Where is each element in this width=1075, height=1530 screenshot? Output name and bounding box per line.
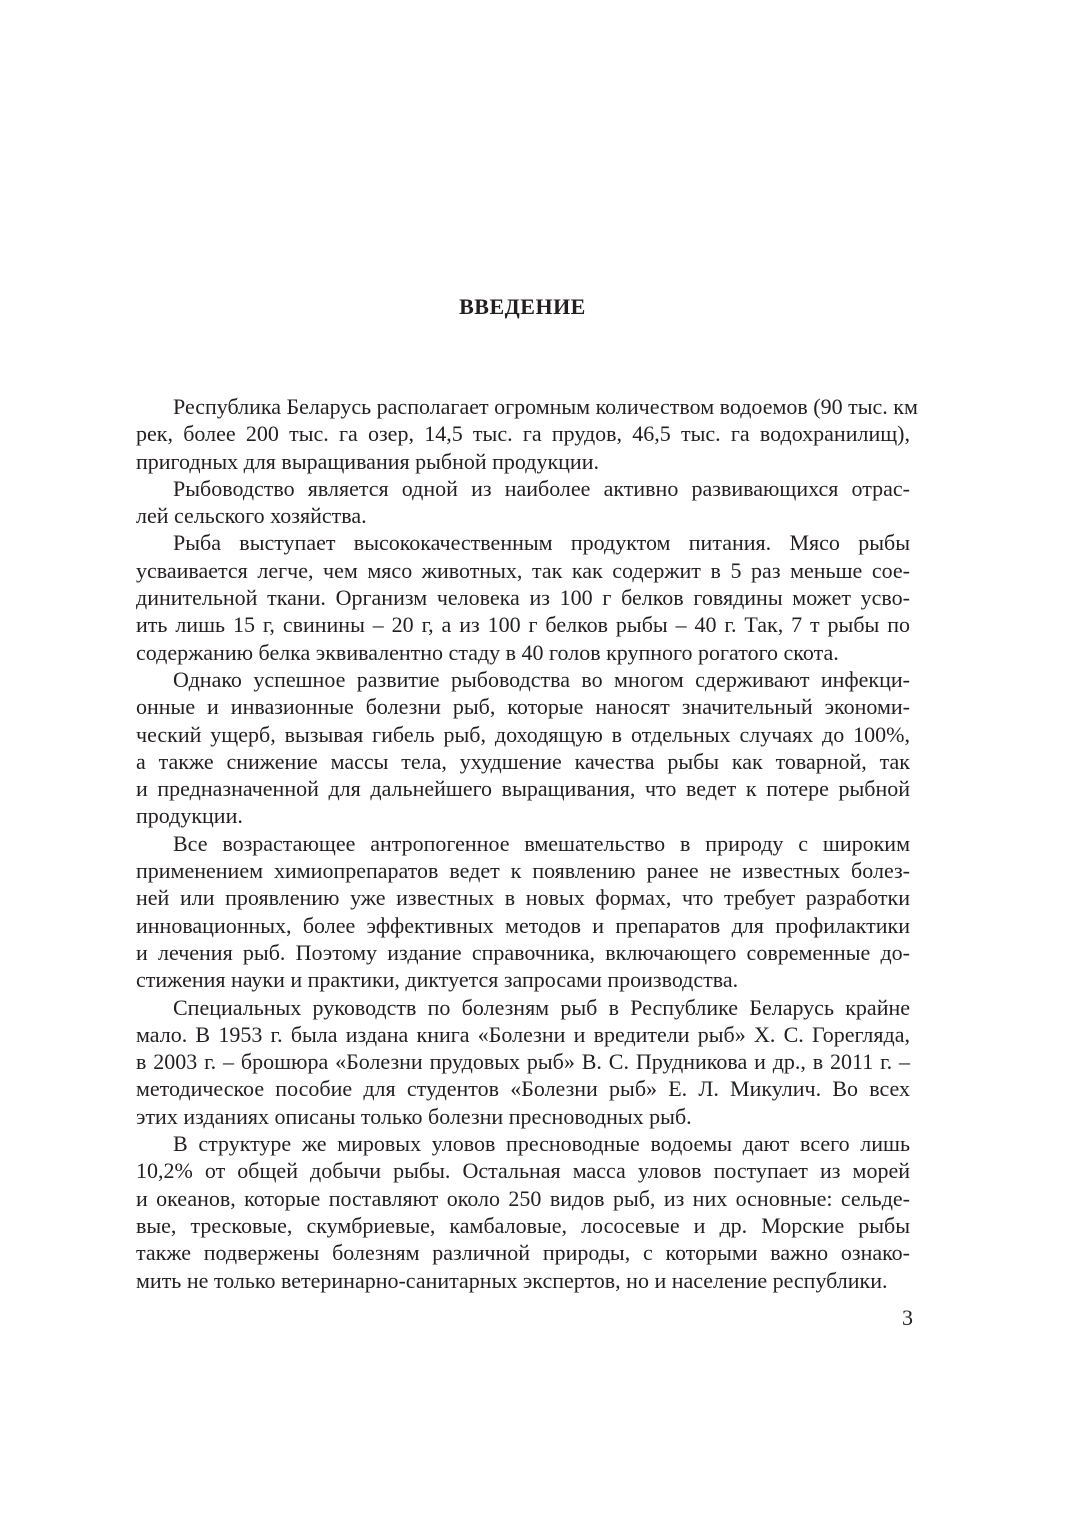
text-line: в 2003 г. – брошюра «Болезни прудовых рыб» В. С. Прудникова и др., в 2011 г. – bbox=[136, 1049, 910, 1075]
text-line: 10,2% от общей добычи рыбы. Остальная масса уловов поступает из морей bbox=[136, 1158, 910, 1184]
paragraph bbox=[136, 393, 918, 475]
paragraph bbox=[136, 830, 910, 994]
paragraph bbox=[136, 666, 910, 830]
text-line: мало. В 1953 г. была издана книга «Болезни и вредители рыб» Х. С. Горегляда, bbox=[136, 1021, 910, 1047]
text-line: а также снижение массы тела, ухудшение качества рыбы как товарной, так bbox=[136, 748, 910, 774]
page-title: ВВЕДЕНИЕ bbox=[459, 294, 586, 319]
text-line: динительной ткани. Организм человека из 100 г белков говядины может усво- bbox=[136, 585, 910, 611]
text-line: продукции. bbox=[136, 803, 243, 829]
body-text bbox=[136, 393, 918, 1294]
text-line: рек, более 200 тыс. га озер, 14,5 тыс. га прудов, 46,5 тыс. га водохранилищ), bbox=[136, 421, 910, 447]
text-line: В структуре же мировых уловов пресноводные водоемы дают всего лишь bbox=[173, 1131, 910, 1157]
text-line: Специальных руководств по болезням рыб в Республике Беларусь крайне bbox=[173, 994, 910, 1020]
text-line: ить лишь 15 г, свинины – 20 г, а из 100 г белков рыбы – 40 г. Так, 7 т рыбы по bbox=[136, 612, 910, 638]
text-line: усваивается легче, чем мясо животных, так как содержит в 5 раз меньше сое- bbox=[136, 557, 910, 583]
page-number: 3 bbox=[902, 1305, 913, 1330]
text-line: инновационных, более эффективных методов и препаратов для профилактики bbox=[136, 912, 910, 938]
text-line: содержанию белка эквивалентно стаду в 40 голов крупного рогатого скота. bbox=[136, 639, 839, 665]
text-line: ческий ущерб, вызывая гибель рыб, доходящую в отдельных случаях до 100%, bbox=[136, 721, 910, 747]
text-line: вые, тресковые, скумбриевые, камбаловые, лососевые и др. Морские рыбы bbox=[136, 1212, 910, 1238]
text-line: ней или проявлению уже известных в новых формах, что требует разработки bbox=[136, 885, 910, 911]
text-line: и предназначенной для дальнейшего выращивания, что ведет к потере рыбной bbox=[136, 776, 910, 802]
text-line: Республика Беларусь располагает огромным количеством водоемов (90 тыс. км bbox=[173, 394, 918, 419]
text-line: Рыбоводство является одной из наиболее активно развивающихся отрас- bbox=[173, 475, 910, 501]
text-line: Все возрастающее антропогенное вмешательство в природу с широким bbox=[173, 830, 910, 856]
text-line: применением химиопрепаратов ведет к появлению ранее не известных болез- bbox=[136, 858, 910, 884]
paragraph bbox=[136, 1130, 910, 1294]
text-line: мить не только ветеринарно-санитарных экспертов, но и население республики. bbox=[136, 1267, 888, 1293]
text-line: лей сельского хозяйства. bbox=[136, 503, 367, 529]
text-line: и лечения рыб. Поэтому издание справочника, включающего современные до- bbox=[136, 939, 910, 965]
paragraph bbox=[136, 529, 910, 665]
text-line: Однако успешное развитие рыбоводства во многом сдерживают инфекци- bbox=[173, 666, 910, 692]
text-line: также подвержены болезням различной природы, с которыми важно ознако- bbox=[136, 1240, 910, 1266]
paragraph bbox=[136, 475, 910, 530]
text-line: Рыба выступает высококачественным продуктом питания. Мясо рыбы bbox=[173, 530, 910, 556]
text-line: онные и инвазионные болезни рыб, которые наносят значительный экономи- bbox=[136, 694, 910, 720]
text-line: стижения науки и практики, диктуется запросами производства. bbox=[136, 967, 739, 993]
text-line: методическое пособие для студентов «Болезни рыб» Е. Л. Микулич. Во всех bbox=[136, 1076, 910, 1102]
text-line: пригодных для выращивания рыбной продукции. bbox=[136, 448, 599, 474]
text-line: этих изданиях описаны только болезни пресноводных рыб. bbox=[136, 1103, 692, 1129]
paragraph bbox=[136, 994, 910, 1130]
text-line: и океанов, которые поставляют около 250 видов рыб, из них основные: сельде- bbox=[136, 1185, 910, 1211]
